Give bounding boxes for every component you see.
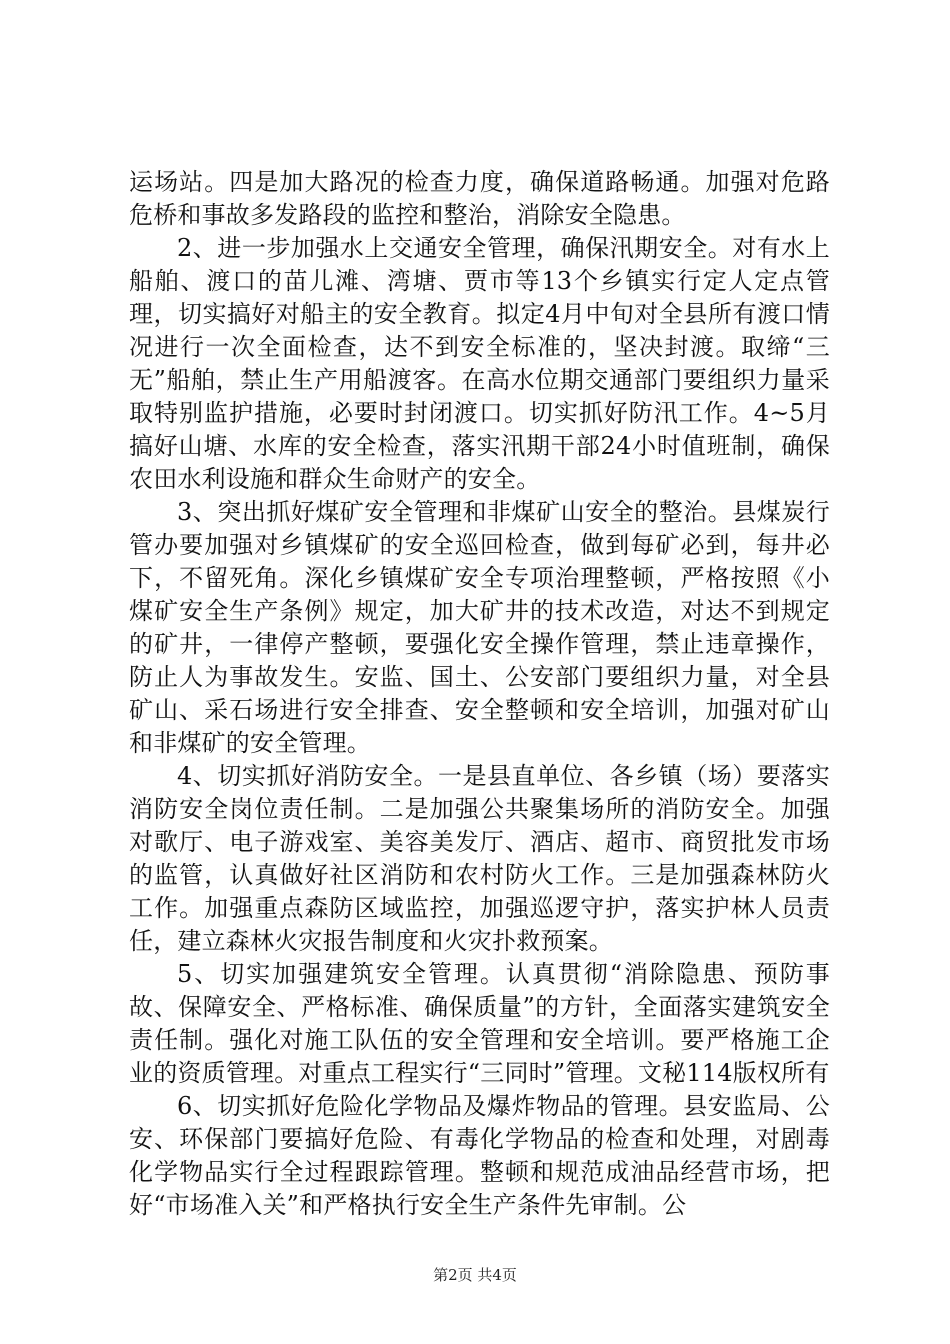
paragraph-1: 运场站。四是加大路况的检查力度，确保道路畅通。加强对危路危桥和事故多发路段的监控和整治，消除安全隐患。 [129, 168, 830, 229]
paragraph-2: 2、进一步加强水上交通安全管理，确保汛期安全。对有水上船舶、渡口的苗儿滩、湾塘、贾市等13个乡镇实行定人定点管理，切实搞好对船主的安全教育。拟定4月中旬对全县所有渡口情况进行一次全面检查，达不到安全标准的，坚决封渡。取缔“三无”船舶，禁止生产用船渡客。在高水位期交通部门要组织力量采取特别监护措施，必要时封闭渡口。切实抓好防汛工作。4~5月搞好山塘、水库的安全检查，落实汛期干部24小时值班制，确保农田水利设施和群众生命财产的安全。 [129, 234, 830, 493]
body-text [129, 166, 830, 1222]
paragraph-4: 4、切实抓好消防安全。一是县直单位、各乡镇（场）要落实消防安全岗位责任制。二是加强公共聚集场所的消防安全。加强对歌厅、电子游戏室、美容美发厅、酒店、超市、商贸批发市场的监管，认真做好社区消防和农村防火工作。三是加强森林防火工作。加强重点森防区域监控，加强巡逻守护，落实护林人员责任，建立森林火灾报告制度和火灾扑救预案。 [129, 762, 830, 955]
paragraph-3: 3、突出抓好煤矿安全管理和非煤矿山安全的整治。县煤炭行管办要加强对乡镇煤矿的安全巡回检查，做到每矿必到，每井必下，不留死角。深化乡镇煤矿安全专项治理整顿，严格按照《小煤矿安全生产条例》规定，加大矿井的技术改造，对达不到规定的矿井，一律停产整顿，要强化安全操作管理，禁止违章操作，防止人为事故发生。安监、国土、公安部门要组织力量，对全县矿山、采石场进行安全排查、安全整顿和安全培训，加强对矿山和非煤矿的安全管理。 [129, 498, 830, 757]
page-number-footer: 第2页 共4页 [433, 1266, 517, 1284]
paragraph-6: 6、切实抓好危险化学物品及爆炸物品的管理。县安监局、公安、环保部门要搞好危险、有毒化学物品的检查和处理，对剧毒化学物品实行全过程跟踪管理。整顿和规范成油品经营市场，把好“市场准入关”和严格执行安全生产条件先审制。公 [129, 1092, 830, 1219]
paragraph-5: 5、切实加强建筑安全管理。认真贯彻“消除隐患、预防事故、保障安全、严格标准、确保质量”的方针，全面落实建筑安全责任制。强化对施工队伍的安全管理和安全培训。要严格施工企业的资质管理。对重点工程实行“三同时”管理。文秘114版权所有 [129, 960, 830, 1087]
